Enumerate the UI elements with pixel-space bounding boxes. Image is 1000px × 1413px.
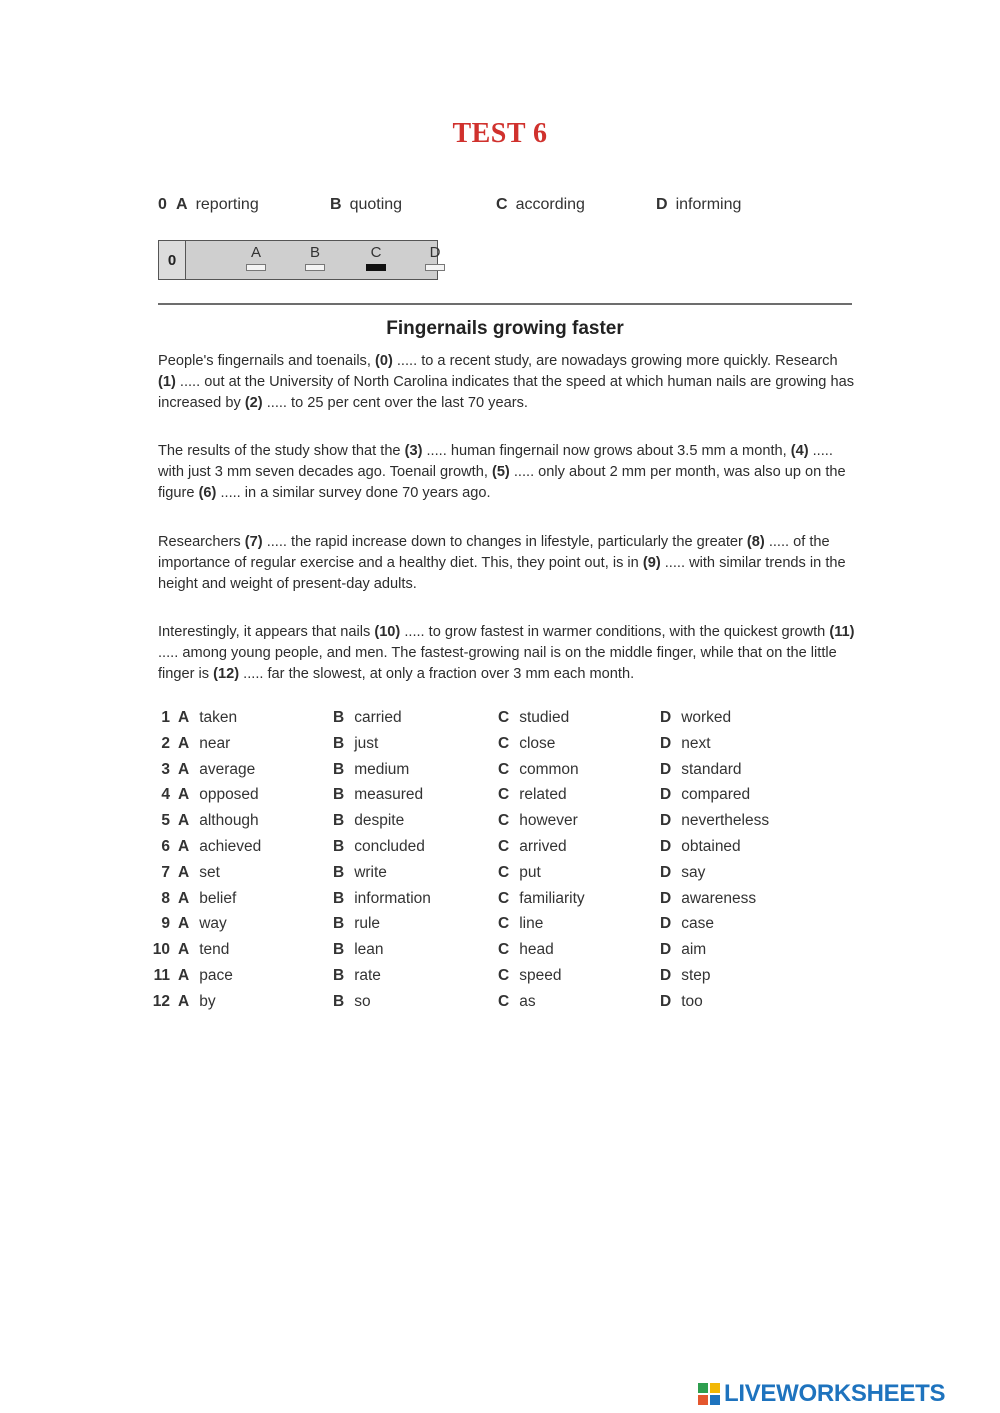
answer-box-a [246,264,266,271]
question-number: 3 [161,760,170,778]
option-d: D nevertheless [660,812,770,830]
section-divider [158,303,852,305]
answer-box-c-selected [366,264,386,271]
question-number: 2 [161,734,170,752]
liveworksheets-logo [698,1379,993,1409]
article-paragraph-3: Researchers (7) ..... the rapid increase down to changes in lifestyle, particularly the greater (8) ..... of the importance of regular exercise and a healthy diet. This, they point out, is in (9) ..... with similar trends in the height and weight of present-day adults. [158,534,846,592]
question-number: 7 [161,863,170,881]
question-number: 5 [161,812,170,830]
option-d: D say [660,863,706,881]
page-title: TEST 6 [452,118,548,149]
option-b: B just [333,734,379,752]
question-row [150,941,870,965]
gap-8: (8) [746,534,765,550]
answer-cell-d: D [415,244,455,271]
option-a: A near [178,734,231,752]
gap-9: (9) [642,555,661,571]
question-row [150,915,870,939]
option-c: C however [498,812,578,830]
example-option-d: D informing [656,196,742,213]
option-d: D step [660,967,711,984]
example-number: 0 [158,196,167,213]
option-b: B measured [333,786,424,804]
option-b: B despite [333,812,405,830]
option-c: C head [498,941,554,959]
option-b: B rate [333,967,381,984]
option-d: D worked [660,709,732,726]
question-row [150,786,870,810]
answer-box-d [425,264,445,271]
option-d: D too [660,992,703,1010]
option-b: B information [333,889,431,907]
gap-3: (3) [404,443,423,459]
option-c: C close [498,734,556,752]
question-number: 4 [161,786,170,804]
option-c: C common [498,760,579,778]
option-d: D next [660,734,711,752]
option-d: D case [660,915,714,933]
option-b: B medium [333,760,410,778]
question-row [150,709,870,733]
liveworksheets-logo-icon [698,1383,720,1405]
option-a: A set [178,863,220,881]
example-option-b: B quoting [330,196,403,213]
gap-2: (2) [244,395,263,411]
question-number: 9 [161,915,170,933]
logo-square-1 [698,1383,708,1393]
option-a: A opposed [178,786,259,804]
gap-1: (1) [158,374,176,390]
answer-grid-number: 0 [159,241,186,279]
option-d: D standard [660,760,742,778]
gap-6: (6) [198,485,217,501]
option-c: C speed [498,967,562,984]
option-a: A pace [178,967,233,984]
example-answer-grid [158,240,441,280]
option-c: C arrived [498,838,567,855]
option-b: B lean [333,941,384,959]
option-d: D obtained [660,838,741,855]
option-a: A taken [178,709,238,726]
option-b: B write [333,863,387,881]
option-a: A average [178,760,256,778]
option-a: A by [178,992,216,1010]
answer-cell-a: A [236,244,276,271]
logo-square-2 [710,1383,720,1393]
option-c: C as [498,992,536,1010]
question-number: 10 [152,941,170,959]
option-c: C put [498,863,541,881]
gap-0: (0) [374,353,393,369]
option-b: B so [333,992,371,1010]
question-row [150,761,870,785]
option-c: C studied [498,709,570,726]
answer-cell-b: B [295,244,335,271]
logo-square-4 [710,1395,720,1405]
gap-11: (11) [829,624,855,640]
option-b: B rule [333,915,381,933]
question-number: 8 [161,889,170,907]
option-a: A achieved [178,838,262,855]
option-d: D compared [660,786,751,804]
option-b: B carried [333,709,402,726]
option-d: D awareness [660,889,757,907]
question-row [150,993,870,1017]
option-c: C familiarity [498,889,585,907]
question-number: 6 [161,838,170,855]
example-options [158,196,858,218]
option-d: D aim [660,941,707,959]
logo-square-3 [698,1395,708,1405]
option-a: A way [178,915,227,933]
liveworksheets-brand: LIVEWORKSHEETS [724,1380,946,1407]
answer-cell-c: C [356,244,396,271]
answer-box-b [305,264,325,271]
article-paragraph-1: People's fingernails and toenails, (0) ..... to a recent study, are nowadays growing more quickly. Research (1) ..... out at the University of North Carolina indicates that the speed at which human nails are growing has increased by (2) ..... to 25 per cent over the last 70 years. [158,353,855,411]
gap-4: (4) [790,443,809,459]
example-option-c: C according [496,196,585,213]
option-a: A tend [178,941,230,959]
question-number: 12 [152,992,170,1010]
question-row [150,864,870,888]
gap-12: (12) [213,666,240,682]
option-c: C related [498,786,567,804]
question-row [150,812,870,836]
question-row [150,735,870,759]
answer-grid-cells [186,241,441,279]
gap-10: (10) [374,624,401,640]
question-number: 11 [153,967,170,984]
option-b: B concluded [333,838,425,855]
article-paragraph-4: Interestingly, it appears that nails (10) ..... to grow fastest in warmer conditions, with the quickest growth (11) ..... among young people, and men. The fastest-growing nail is on the middle finger, while that on the little finger is (12) ..... far the slowest, at only a fraction over 3 mm each month. [158,624,855,682]
question-row [150,890,870,914]
article-paragraph-2: The results of the study show that the (3) ..... human fingernail now grows about 3.5 mm a month, (4) ..... with just 3 mm seven decades ago. Toenail growth, (5) ..... only about 2 mm per month, was also up on the figure (6) ..... in a similar survey done 70 years ago. [158,443,846,501]
option-a: A although [178,812,259,830]
question-row [150,967,870,991]
example-option-a: A reporting [176,196,259,213]
question-number: 1 [161,709,170,726]
gap-5: (5) [491,464,510,480]
article-heading: Fingernails growing faster [386,318,624,339]
option-a: A belief [178,889,237,907]
option-c: C line [498,915,544,933]
gap-7: (7) [244,534,263,550]
question-row [150,838,870,862]
